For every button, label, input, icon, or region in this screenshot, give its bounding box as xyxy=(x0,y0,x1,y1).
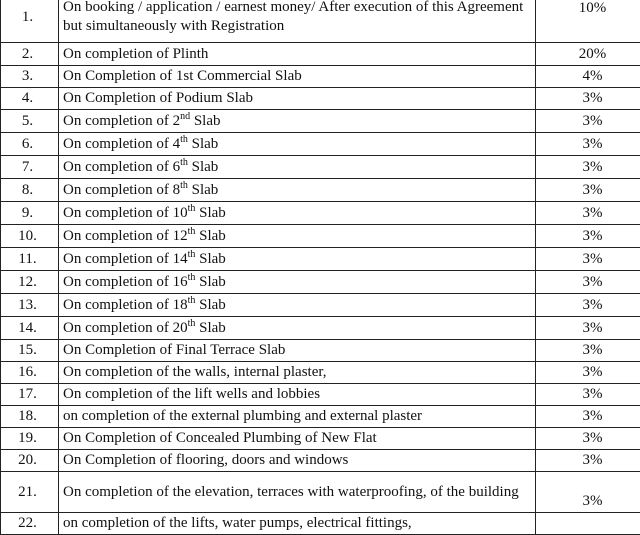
desc-text: On completion of 18 xyxy=(63,297,188,313)
row-description xyxy=(59,179,536,202)
ordinal-suffix: th xyxy=(188,249,196,260)
table-row xyxy=(1,294,640,317)
desc-text: On completion of 20 xyxy=(63,320,188,336)
table-row xyxy=(1,202,640,225)
row-description: on completion of the lifts, water pumps, electrical fittings, xyxy=(59,513,536,535)
row-percentage: 3% xyxy=(536,472,640,513)
row-percentage: 3% xyxy=(536,248,640,271)
desc-text: Slab xyxy=(190,113,220,129)
desc-text: Slab xyxy=(188,159,218,175)
row-percentage: 3% xyxy=(536,340,640,362)
row-percentage: 3% xyxy=(536,406,640,428)
row-percentage: 3% xyxy=(536,294,640,317)
row-description xyxy=(59,156,536,179)
table-row xyxy=(1,43,640,66)
ordinal-suffix: th xyxy=(180,157,188,168)
row-description: On completion of the lift wells and lobbies xyxy=(59,384,536,406)
table-row xyxy=(1,340,640,362)
ordinal-suffix: th xyxy=(180,134,188,145)
row-description xyxy=(59,110,536,133)
row-percentage: 3% xyxy=(536,225,640,248)
ordinal-suffix: nd xyxy=(180,111,190,122)
table-row xyxy=(1,406,640,428)
row-description: On booking / application / earnest money/ After execution of this Agreement but simultaneously with Registration xyxy=(59,0,536,43)
table-row xyxy=(1,248,640,271)
table-row xyxy=(1,362,640,384)
row-percentage: 3% xyxy=(536,88,640,110)
desc-text: Slab xyxy=(195,251,225,267)
desc-text: Slab xyxy=(195,297,225,313)
table-row xyxy=(1,0,640,43)
table-row xyxy=(1,225,640,248)
table-row xyxy=(1,88,640,110)
row-number: 5. xyxy=(1,110,59,133)
table-row xyxy=(1,179,640,202)
row-percentage: 3% xyxy=(536,428,640,450)
ordinal-suffix: th xyxy=(188,272,196,283)
row-number: 12. xyxy=(1,271,59,294)
table-row xyxy=(1,450,640,472)
row-number: 6. xyxy=(1,133,59,156)
table-row xyxy=(1,110,640,133)
desc-text: On completion of 4 xyxy=(63,136,180,152)
row-percentage xyxy=(536,513,640,535)
row-number: 11. xyxy=(1,248,59,271)
row-description xyxy=(59,317,536,340)
desc-text: On completion of 10 xyxy=(63,205,188,221)
desc-text: Slab xyxy=(188,182,218,198)
row-number: 13. xyxy=(1,294,59,317)
row-percentage: 3% xyxy=(536,133,640,156)
ordinal-suffix: th xyxy=(188,203,196,214)
row-number: 16. xyxy=(1,362,59,384)
row-percentage: 3% xyxy=(536,156,640,179)
row-number: 19. xyxy=(1,428,59,450)
table-row xyxy=(1,428,640,450)
row-description: On Completion of flooring, doors and windows xyxy=(59,450,536,472)
ordinal-suffix: th xyxy=(180,180,188,191)
row-number: 18. xyxy=(1,406,59,428)
row-description xyxy=(59,248,536,271)
ordinal-suffix: th xyxy=(188,295,196,306)
desc-text: On completion of 12 xyxy=(63,228,188,244)
row-number: 9. xyxy=(1,202,59,225)
desc-text: Slab xyxy=(195,228,225,244)
desc-text: On completion of 14 xyxy=(63,251,188,267)
row-percentage: 3% xyxy=(536,271,640,294)
table-row xyxy=(1,271,640,294)
row-percentage: 20% xyxy=(536,43,640,66)
desc-text: Slab xyxy=(195,205,225,221)
row-percentage: 3% xyxy=(536,317,640,340)
row-description: On Completion of Concealed Plumbing of New Flat xyxy=(59,428,536,450)
row-description xyxy=(59,133,536,156)
row-description: On Completion of Final Terrace Slab xyxy=(59,340,536,362)
desc-text: On completion of 2 xyxy=(63,113,180,129)
row-percentage: 3% xyxy=(536,179,640,202)
table-row xyxy=(1,513,640,535)
table-row xyxy=(1,384,640,406)
row-percentage: 3% xyxy=(536,384,640,406)
row-percentage: 3% xyxy=(536,202,640,225)
row-description: On completion of the walls, internal plaster, xyxy=(59,362,536,384)
row-description xyxy=(59,202,536,225)
row-description: On completion of Plinth xyxy=(59,43,536,66)
table-row xyxy=(1,156,640,179)
row-number: 2. xyxy=(1,43,59,66)
table-row xyxy=(1,133,640,156)
row-number: 1. xyxy=(1,0,59,43)
row-number: 20. xyxy=(1,450,59,472)
table-row xyxy=(1,317,640,340)
table-row xyxy=(1,66,640,88)
row-description: on completion of the external plumbing and external plaster xyxy=(59,406,536,428)
row-percentage: 3% xyxy=(536,450,640,472)
row-number: 4. xyxy=(1,88,59,110)
desc-text: Slab xyxy=(195,320,225,336)
row-number: 3. xyxy=(1,66,59,88)
row-description: On Completion of Podium Slab xyxy=(59,88,536,110)
row-percentage: 3% xyxy=(536,110,640,133)
ordinal-suffix: th xyxy=(188,318,196,329)
row-description: On Completion of 1st Commercial Slab xyxy=(59,66,536,88)
row-description xyxy=(59,294,536,317)
row-number: 8. xyxy=(1,179,59,202)
row-description xyxy=(59,225,536,248)
table-row xyxy=(1,472,640,513)
row-number: 22. xyxy=(1,513,59,535)
row-percentage: 3% xyxy=(536,362,640,384)
row-number: 14. xyxy=(1,317,59,340)
row-number: 21. xyxy=(1,472,59,513)
desc-text: Slab xyxy=(195,274,225,290)
ordinal-suffix: th xyxy=(188,226,196,237)
row-number: 10. xyxy=(1,225,59,248)
row-description: On completion of the elevation, terraces with waterproofing, of the building xyxy=(59,472,536,513)
row-percentage: 4% xyxy=(536,66,640,88)
row-number: 15. xyxy=(1,340,59,362)
row-number: 17. xyxy=(1,384,59,406)
desc-text: Slab xyxy=(188,136,218,152)
row-number: 7. xyxy=(1,156,59,179)
row-percentage: 10% xyxy=(536,0,640,43)
desc-text: On completion of 6 xyxy=(63,159,180,175)
desc-text: On completion of 8 xyxy=(63,182,180,198)
row-description xyxy=(59,271,536,294)
desc-text: On completion of 16 xyxy=(63,274,188,290)
